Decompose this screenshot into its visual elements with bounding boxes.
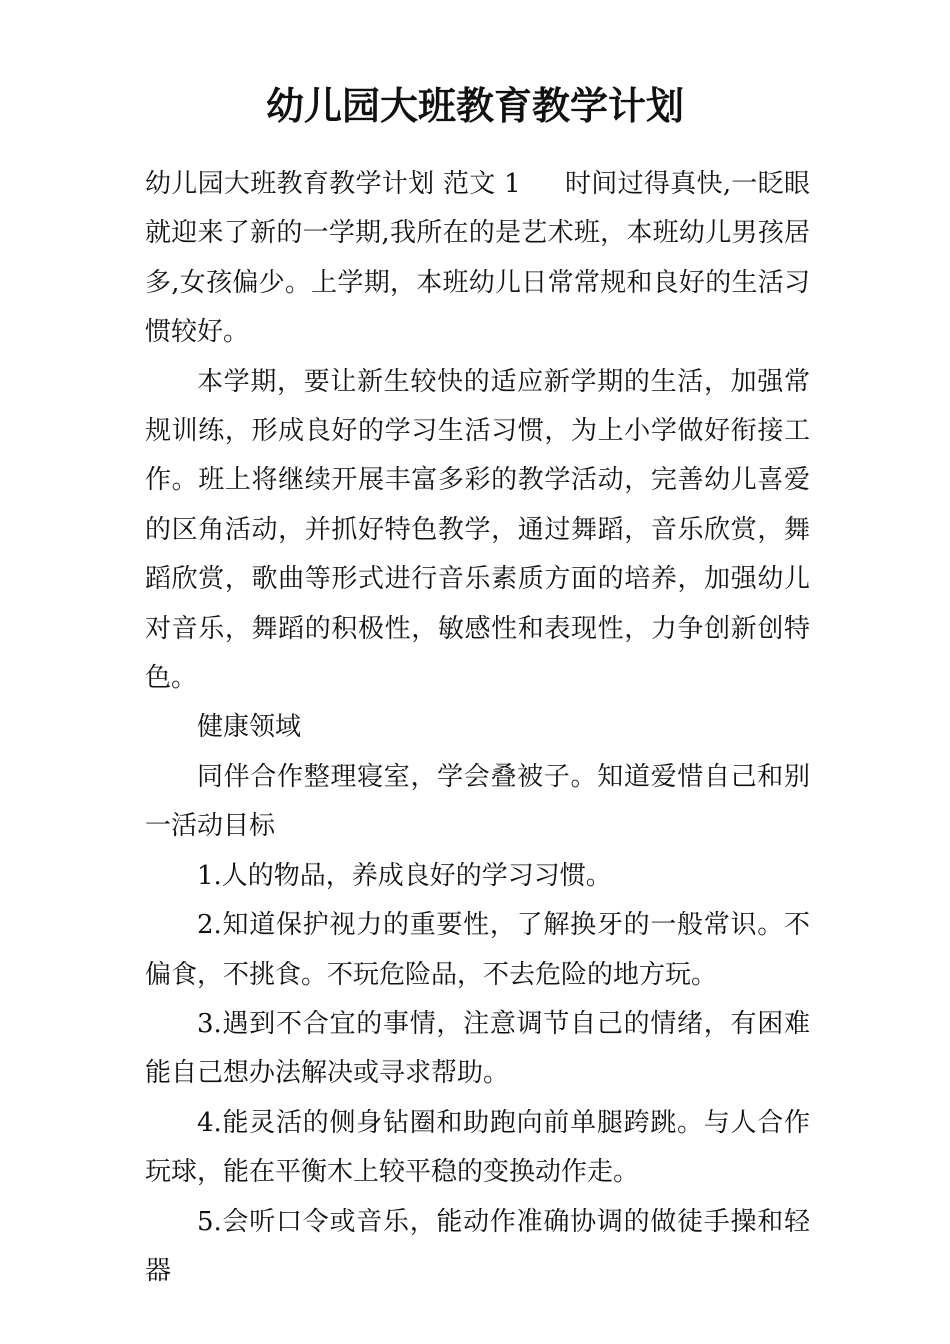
paragraph-semester-plan: 本学期，要让新生较快的适应新学期的生活，加强常规训练，形成良好的学习生活习惯，为上小学做好衔接工作。班上将继续开展丰富多彩的教学活动，完善幼儿喜爱的区角活动，并抓好特色教学，通过舞蹈，音乐欣赏，舞蹈欣赏，歌曲等形式进行音乐素质方面的培养，加强幼儿对音乐，舞蹈的积极性，敏感性和表现性，力争创新创特色。: [145, 366, 810, 694]
goal-item-2: 2.知道保护视力的重要性，了解换牙的一般常识。不偏食，不挑食。不玩危险品，不去危险的地方玩。: [145, 910, 810, 990]
paragraph-dormitory: 同伴合作整理寝室，学会叠被子。知道爱惜自己和别一活动目标: [145, 761, 810, 842]
document-title: 幼儿园大班教育教学计划: [265, 84, 684, 128]
section-heading-health: 健康领域: [197, 712, 302, 743]
goal-item-4: 4.能灵活的侧身钻圈和助跑向前单腿跨跳。与人合作玩球，能在平衡木上较平稳的变换动作走。: [145, 1107, 810, 1188]
intro-text: 时间过得真快,一眨眼就迎来了新的一学期,我所在的是艺术班，本班幼儿男孩居多,女孩偏少。上学期，本班幼儿日常常规和良好的生活习惯较好。: [145, 169, 810, 348]
intro-label: 幼儿园大班教育教学计划 范文 1: [145, 169, 521, 199]
document-body: [145, 160, 810, 1296]
goal-item-3: 3.遇到不合宜的事情，注意调节自己的情绪，有困难能自己想办法解决或寻求帮助。: [145, 1008, 810, 1089]
goal-item-1: 1.人的物品，养成良好的学习习惯。: [197, 860, 612, 891]
intro-paragraph: [145, 160, 810, 358]
goal-item-5: 5.会听口令或音乐，能动作准确协调的做徒手操和轻器: [145, 1206, 810, 1286]
